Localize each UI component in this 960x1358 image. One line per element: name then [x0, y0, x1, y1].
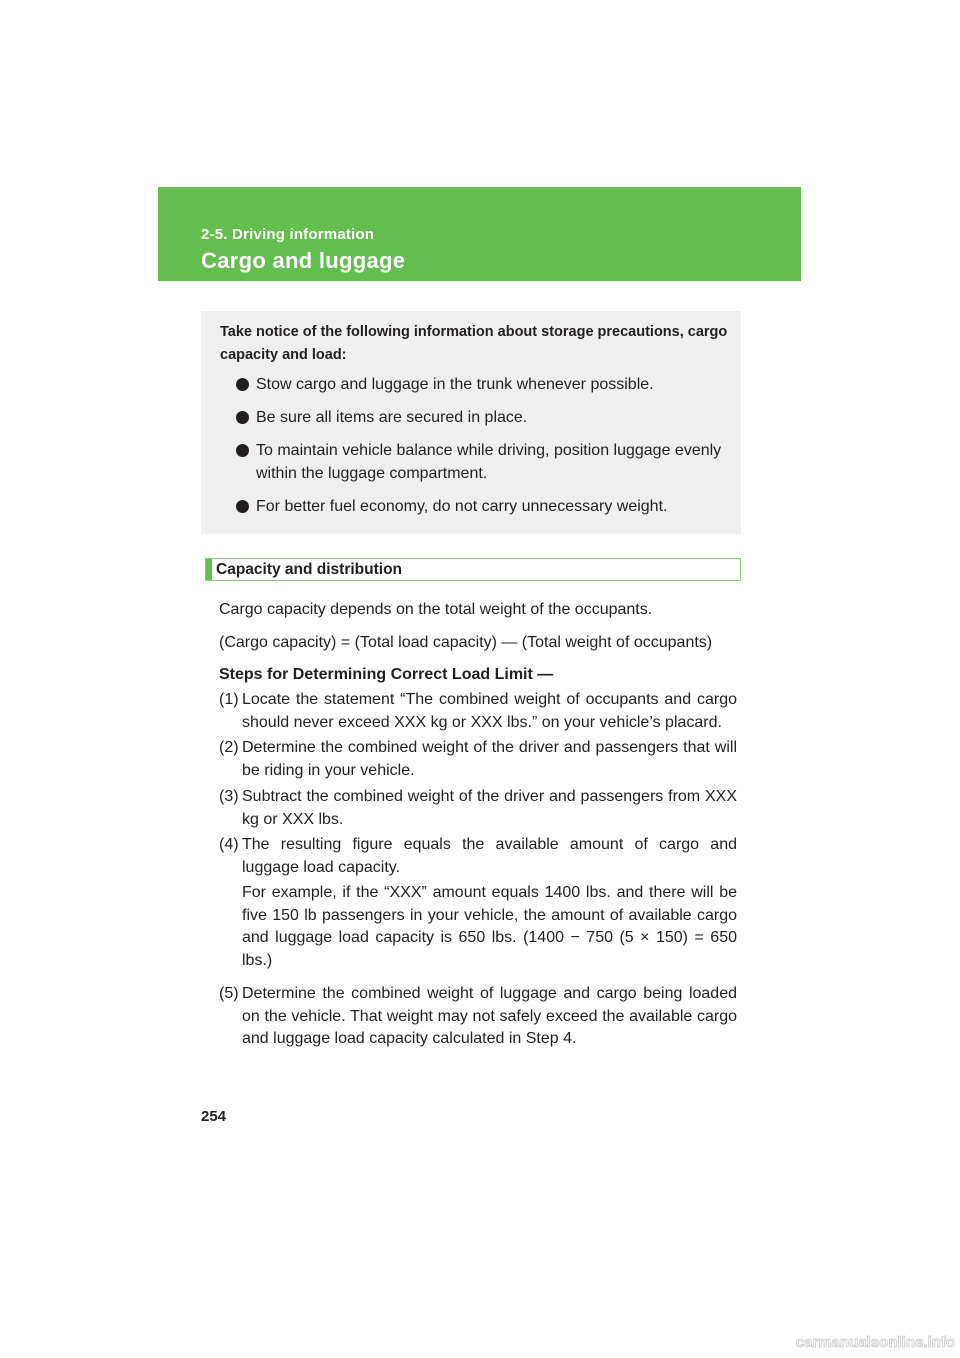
- step-text: Subtract the combined weight of the driver and passengers from XXX kg or XXX lbs.: [242, 788, 737, 828]
- notice-item: [236, 495, 726, 518]
- notice-item: [236, 439, 726, 485]
- notice-intro: Take notice of the following information about storage precautions, cargo capacity and load:: [220, 324, 728, 363]
- step-item: [219, 786, 737, 831]
- notice-item-text: Stow cargo and luggage in the trunk whenever possible.: [256, 376, 654, 393]
- bullet-icon: [236, 411, 249, 424]
- capacity-formula: (Cargo capacity) = (Total load capacity) — (Total weight of occupants): [219, 634, 713, 651]
- notice-item-text: For better fuel economy, do not carry unnecessary weight.: [256, 498, 668, 515]
- watermark-logo: [714, 1332, 956, 1352]
- capacity-intro: Cargo capacity depends on the total weight of the occupants.: [219, 601, 653, 618]
- notice-item-text: To maintain vehicle balance while driving, position luggage evenly within the luggage compartment.: [256, 442, 722, 482]
- step-number: (4): [219, 836, 239, 853]
- steps-heading: Steps for Determining Correct Load Limit —: [219, 666, 554, 683]
- step-number: (3): [219, 788, 239, 805]
- step-item: [219, 689, 737, 734]
- step-item: [219, 983, 737, 1051]
- step-number: (1): [219, 691, 239, 708]
- notice-item: [236, 406, 726, 429]
- notice-item: [236, 373, 726, 396]
- step-number: (2): [219, 739, 239, 756]
- step-item: [219, 737, 737, 782]
- step-text: Determine the combined weight of the driver and passengers that will be riding in your vehicle.: [242, 739, 737, 779]
- watermark-text: carmanualsonline.info: [795, 1334, 955, 1351]
- subheader-accent: [206, 559, 212, 580]
- bullet-icon: [236, 378, 249, 391]
- capacity-heading: Capacity and distribution: [216, 561, 403, 578]
- notice-item-text: Be sure all items are secured in place.: [256, 409, 528, 426]
- bullet-icon: [236, 500, 249, 513]
- section-label: 2-5. Driving information: [201, 226, 375, 243]
- header-band: [158, 187, 801, 281]
- step-text: Determine the combined weight of luggage and cargo being loaded on the vehicle. That weight may not safely exceed the available cargo and luggage load capacity calculated in Step 4.: [242, 985, 737, 1047]
- step-text: The resulting figure equals the available amount of cargo and luggage load capacity.: [242, 836, 737, 876]
- notice-list: [236, 373, 726, 528]
- page-title: Cargo and luggage: [201, 248, 406, 273]
- bullet-icon: [236, 444, 249, 457]
- capacity-subheader: [205, 558, 741, 581]
- step-number: (5): [219, 985, 239, 1002]
- page-number: 254: [201, 1108, 227, 1125]
- step-item: [219, 834, 737, 972]
- step-example: For example, if the “XXX” amount equals 1400 lbs. and there will be five 150 lb passengers in your vehicle, the amount of available cargo and luggage load capacity is 650 lbs. (1400 − 750 (5 × 150) = 650 lbs.): [242, 884, 737, 969]
- notice-box: [201, 311, 741, 534]
- step-text: Locate the statement “The combined weight of occupants and cargo should never exceed XXX kg or XXX lbs.” on your vehicle’s placard.: [242, 691, 737, 731]
